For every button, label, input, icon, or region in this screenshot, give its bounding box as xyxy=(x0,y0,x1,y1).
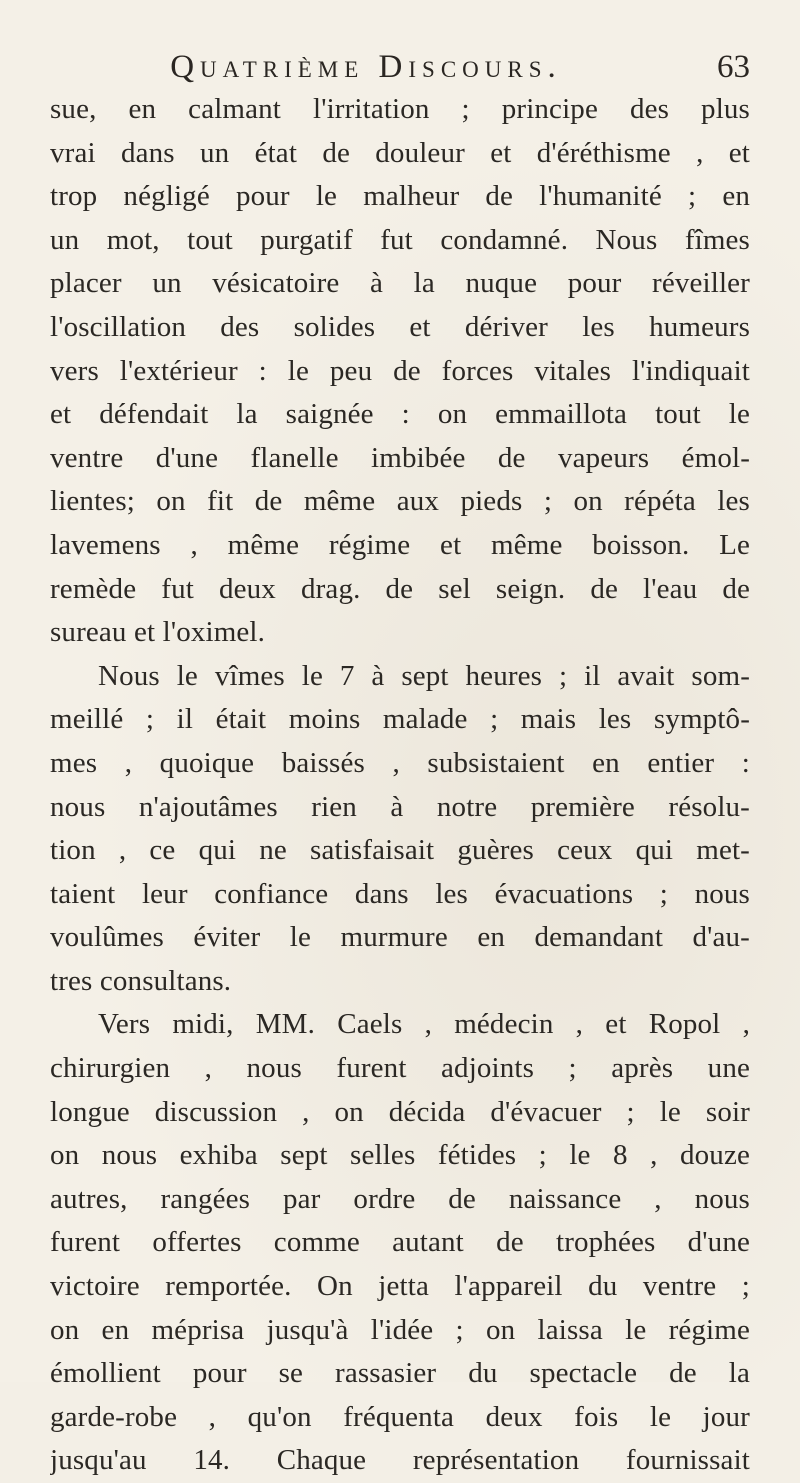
running-title: Quatrième Discours. xyxy=(170,49,562,85)
text-line: taient leur confiance dans les évacuations ; nous xyxy=(50,877,750,910)
text-line: tion , ce qui ne satisfaisait guères ceux qui met- xyxy=(50,834,750,867)
text-line: victoire remportée. On jetta l'appareil du ventre ; xyxy=(50,1270,750,1303)
text-line: on nous exhiba sept selles fétides ; le 8 , douze xyxy=(50,1139,750,1172)
text-line: Vers midi, MM. Caels , médecin , et Ropol , xyxy=(98,1008,750,1041)
text-line: sue, en calmant l'irritation ; principe des plus xyxy=(50,93,750,125)
body-text xyxy=(50,88,750,1483)
text-line: voulûmes éviter le murmure en demandant d'au- xyxy=(50,921,750,954)
text-line: Nous le vîmes le 7 à sept heures ; il avait som- xyxy=(98,659,750,692)
text-line: émollient pour se rassasier du spectacle de la xyxy=(50,1357,750,1390)
text-line: l'oscillation des solides et dériver les humeurs xyxy=(50,310,750,343)
text-line: placer un vésicatoire à la nuque pour réveiller xyxy=(50,267,750,300)
text-line: on en méprisa jusqu'à l'idée ; on laissa le régime xyxy=(50,1313,750,1346)
text-line: furent offertes comme autant de trophées d'une xyxy=(50,1226,750,1259)
text-line: meillé ; il était moins malade ; mais les symptô- xyxy=(50,703,750,736)
text-line: jusqu'au 14. Chaque représentation fournissait xyxy=(50,1444,750,1477)
text-line: remède fut deux drag. de sel seign. de l'eau de xyxy=(50,572,750,605)
text-line: autres, rangées par ordre de naissance , nous xyxy=(50,1182,750,1215)
text-line: et défendait la saignée : on emmaillota tout le xyxy=(50,398,750,431)
text-line: vers l'extérieur : le peu de forces vitales l'indiquait xyxy=(50,354,750,387)
text-line: tres consultans. xyxy=(50,964,232,997)
text-line: longue discussion , on décida d'évacuer ; le soir xyxy=(50,1095,750,1128)
text-line: sureau et l'oximel. xyxy=(50,616,266,649)
text-line: mes , quoique baissés , subsistaient en entier : xyxy=(50,746,750,779)
text-line: nous n'ajoutâmes rien à notre première résolu- xyxy=(50,790,750,823)
text-line: trop négligé pour le malheur de l'humanité ; en xyxy=(50,180,750,213)
running-head xyxy=(62,42,750,92)
text-line: ventre d'une flanelle imbibée de vapeurs émol- xyxy=(50,441,750,474)
text-line: un mot, tout purgatif fut condamné. Nous fîmes xyxy=(50,223,750,256)
text-line: vrai dans un état de douleur et d'éréthisme , et xyxy=(50,136,750,169)
text-line: chirurgien , nous furent adjoints ; après une xyxy=(50,1052,750,1085)
page-number: 63 xyxy=(717,49,750,85)
text-line: lavemens , même régime et même boisson. Le xyxy=(50,528,750,561)
text-line: lientes; on fit de même aux pieds ; on répéta les xyxy=(50,485,750,518)
text-line: garde-robe , qu'on fréquenta deux fois le jour xyxy=(50,1400,750,1433)
